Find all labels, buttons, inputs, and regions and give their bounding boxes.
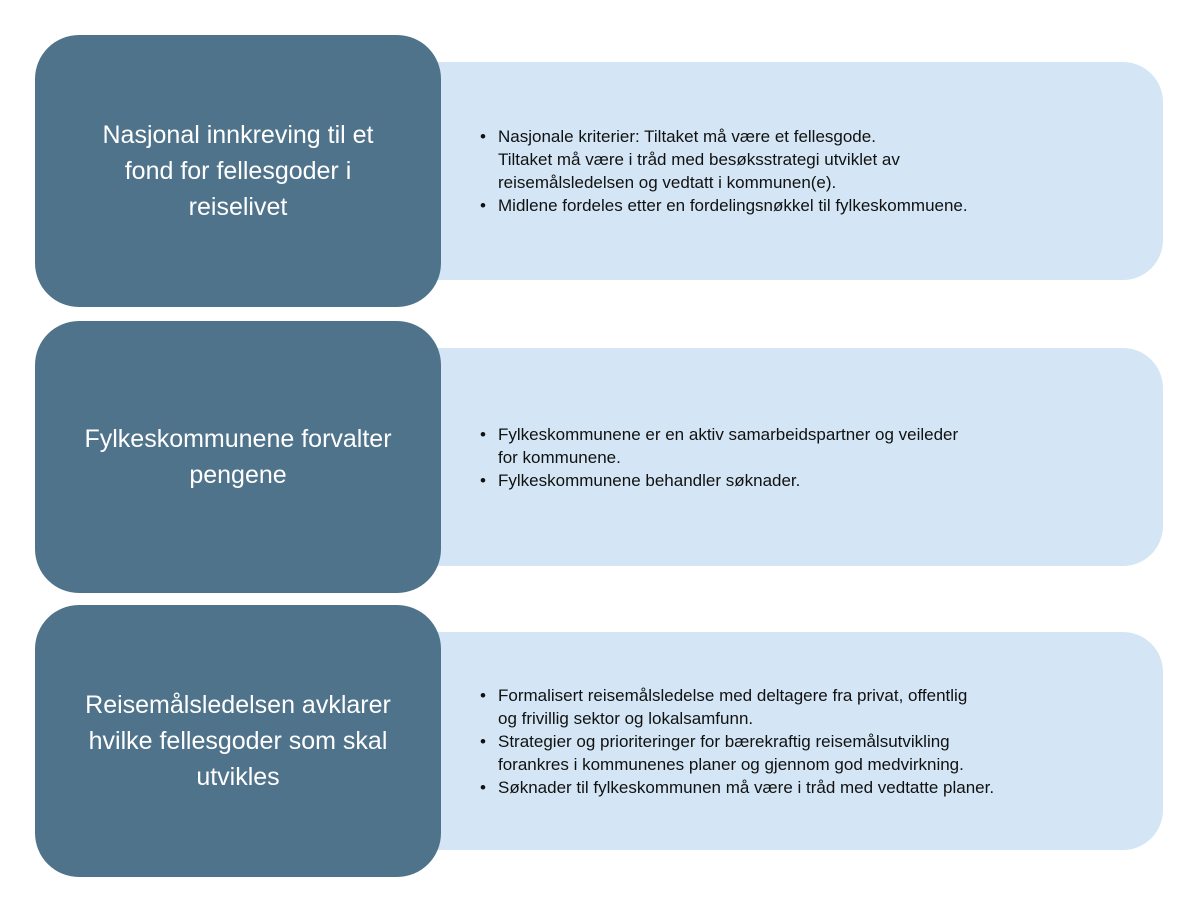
bullet-item: • Fylkeskommunene er en aktiv samarbeidspartner og veileder for kommunene. — [480, 424, 959, 467]
step-3-bullet-list — [480, 684, 994, 799]
step-3-details — [380, 632, 1163, 850]
bullet-icon: • — [480, 731, 486, 751]
step-1-bullet-list — [480, 125, 968, 217]
bullet-item: • Nasjonale kriterier: Tiltaket må være et fellesgode. Tiltaket må være i tråd med besøksstrategi utviklet av reisemålsledelsen og vedtatt i kommunen(e). — [480, 127, 900, 192]
bullet-icon: • — [480, 777, 486, 797]
step-1-title: Nasjonal innkreving til et fond for fellesgoder i reiselivet — [102, 121, 374, 221]
bullet-icon: • — [480, 127, 486, 146]
step-3-title-box — [35, 605, 441, 877]
bullet-item: • Fylkeskommunene behandler søknader. — [480, 470, 801, 490]
bullet-icon: • — [480, 196, 486, 215]
step-2-details — [380, 348, 1163, 566]
bullet-item: • Formalisert reisemålsledelse med deltagere fra privat, offentlig og frivillig sektor og lokalsamfunn. — [480, 685, 968, 728]
step-1 — [0, 35, 1198, 307]
bullet-icon: • — [480, 424, 486, 444]
bullet-item: • Søknader til fylkeskommunen må være i tråd med vedtatte planer. — [480, 777, 995, 797]
bullet-icon: • — [480, 685, 486, 705]
bullet-icon: • — [480, 470, 486, 490]
step-1-details — [380, 62, 1163, 280]
step-1-title-box — [35, 35, 441, 307]
step-2 — [0, 321, 1198, 593]
bullet-item: • Midlene fordeles etter en fordelingsnøkkel til fylkeskommuene. — [480, 196, 968, 215]
step-2-bullet-list — [480, 423, 958, 492]
step-3-title: Reisemålsledelsen avklarer hvilke fellesgoder som skal utvikles — [85, 691, 391, 791]
bullet-item: • Strategier og prioriteringer for bærekraftig reisemålsutvikling forankres i kommunenes planer og gjennom god medvirkning. — [480, 731, 964, 774]
step-2-title: Fylkeskommunene forvalter pengene — [84, 425, 392, 489]
step-2-title-box — [35, 321, 441, 593]
step-3 — [0, 605, 1198, 877]
